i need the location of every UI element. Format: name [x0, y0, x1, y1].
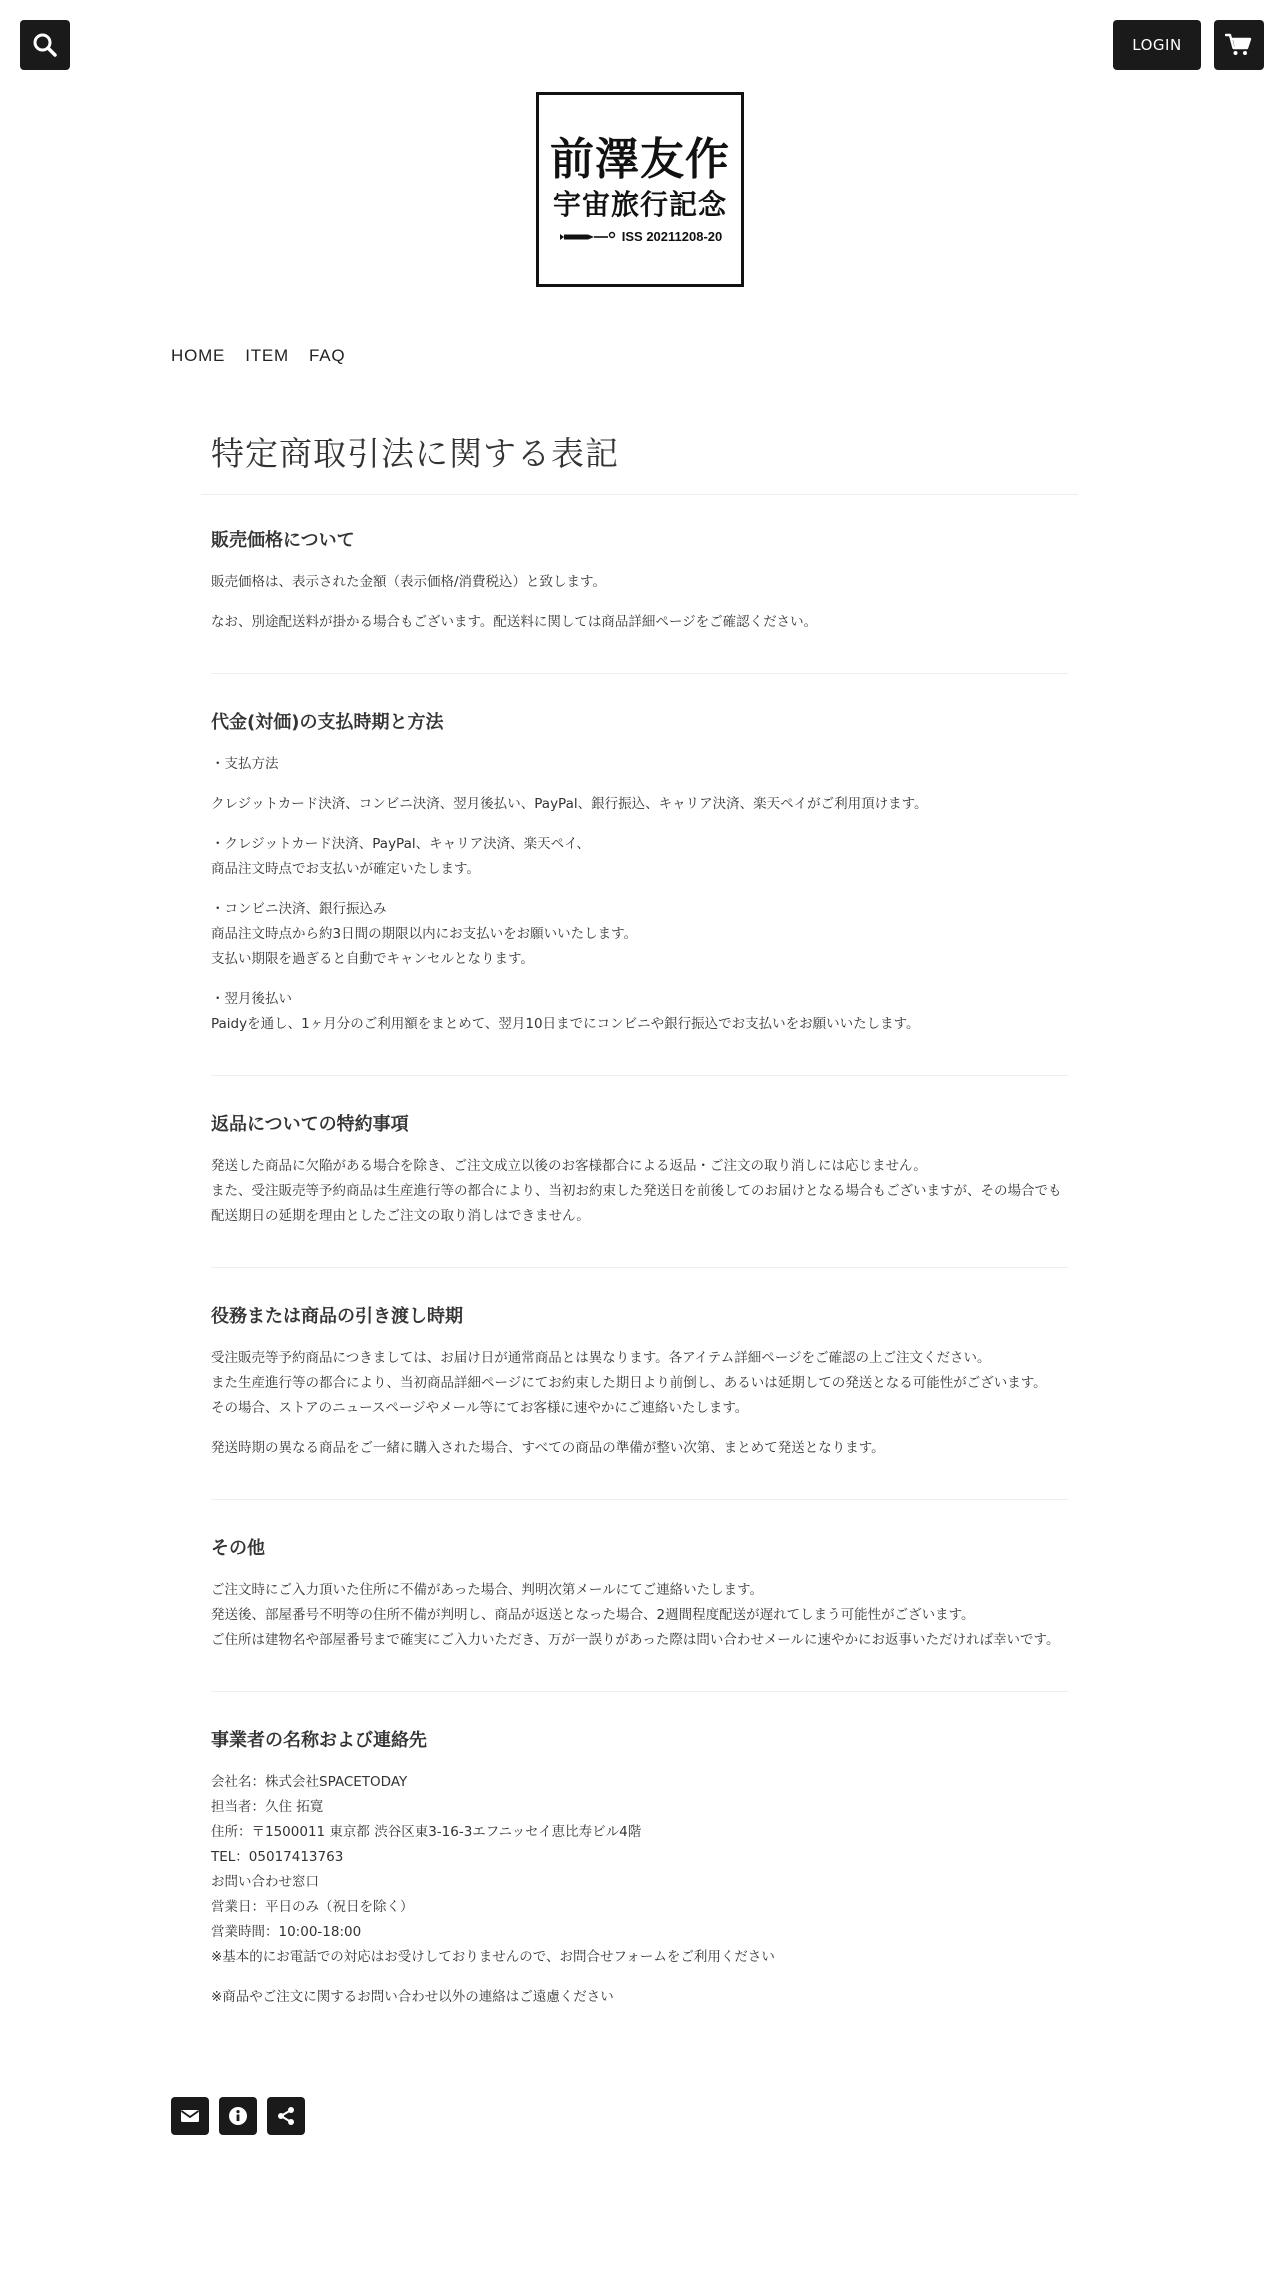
- page-title: 特定商取引法に関する表記: [211, 434, 619, 473]
- section-text: ※商品やご注文に関するお問い合わせ以外の連絡はご遠慮ください: [211, 1989, 614, 2005]
- search-icon: [32, 32, 58, 58]
- section-text: 会社名：株式会社SPACETODAY 担当者：久住 拓寛 住所：〒1500011 東京都 渋谷区東3-16-3エフニッセイ恵比寿ビル4階 TEL：05017413763 お問い合わせ窓口 営業日：平日のみ（祝日を除く） 営業時間：10:00-18:00 ※基本的にお電話での対応はお受けしておりませんので、お問合せフォームをご利用ください: [211, 1774, 775, 1965]
- share-icon: [276, 2106, 296, 2126]
- section-text: 発送時期の異なる商品をご一緒に購入された場合、すべての商品の準備が整い次第、まとめて発送となります。: [211, 1440, 885, 1456]
- search-button[interactable]: [20, 20, 70, 70]
- section-text: ・支払方法: [211, 756, 279, 772]
- nav-item[interactable]: ITEM: [245, 346, 290, 365]
- title-divider: [201, 494, 1078, 495]
- rocket-icon: [558, 230, 616, 244]
- section-contact: [211, 1691, 1068, 2048]
- section-payment: [211, 673, 1068, 1075]
- legal-content: [211, 528, 1068, 2048]
- logo-mission-code: ISS 20211208-20: [621, 229, 723, 245]
- section-heading: 役務または商品の引き渡し時期: [211, 1306, 463, 1327]
- section-returns: [211, 1075, 1068, 1267]
- cart-button[interactable]: [1214, 20, 1264, 70]
- logo-line-1: 前澤友作: [550, 133, 730, 185]
- section-text: ・クレジットカード決済、PayPal、キャリア決済、楽天ペイ、 商品注文時点でお支払いが確定いたします。: [211, 836, 590, 877]
- share-button[interactable]: [267, 2097, 305, 2135]
- section-delivery: [211, 1267, 1068, 1499]
- section-heading: その他: [211, 1538, 265, 1559]
- logo-line-3: [558, 229, 722, 244]
- section-heading: 事業者の名称および連絡先: [211, 1730, 427, 1751]
- section-text: 販売価格は、表示された金額（表示価格/消費税込）と致します。: [211, 574, 606, 590]
- section-text: ・翌月後払い Paidyを通し、1ヶ月分のご利用額をまとめて、翌月10日までにコンビニや銀行振込でお支払いをお願いいたします。: [211, 991, 920, 1032]
- global-nav: [171, 346, 365, 366]
- section-text: ・コンビニ決済、銀行振込み 商品注文時点から約3日間の期限以内にお支払いをお願いいたします。 支払い期限を過ぎると自動でキャンセルとなります。: [211, 901, 638, 967]
- section-heading: 代金(対価)の支払時期と方法: [211, 712, 444, 733]
- section-other: [211, 1499, 1068, 1691]
- nav-home[interactable]: HOME: [171, 346, 226, 365]
- section-text: なお、別途配送料が掛かる場合もございます。配送料に関しては商品詳細ページをご確認ください。: [211, 614, 818, 630]
- store-logo[interactable]: [536, 92, 744, 287]
- login-button[interactable]: LOGIN: [1113, 20, 1201, 70]
- info-button[interactable]: [219, 2097, 257, 2135]
- logo-line-2: 宇宙旅行記念: [552, 188, 727, 222]
- footer-icons: [171, 2097, 315, 2135]
- section-heading: 販売価格について: [211, 530, 355, 551]
- nav-faq[interactable]: FAQ: [309, 346, 346, 365]
- section-price: [211, 528, 1068, 673]
- section-heading: 返品についての特約事項: [211, 1114, 409, 1135]
- info-icon: [228, 2106, 248, 2126]
- cart-icon: [1225, 33, 1253, 57]
- section-text: クレジットカード決済、コンビニ決済、翌月後払い、PayPal、銀行振込、キャリア決済、楽天ペイがご利用頂けます。: [211, 796, 928, 812]
- section-text: 受注販売等予約商品につきましては、お届け日が通常商品とは異なります。各アイテム詳細ページをご確認の上ご注文ください。 また生産進行等の都合により、当初商品詳細ページにてお約束した期日より前倒し、あるいは延期しての発送となる可能性がございます。 その場合、ストアのニュースページやメール等にてお客様に速やかにご連絡いたします。: [211, 1350, 1047, 1416]
- section-text: ご注文時にご入力頂いた住所に不備があった場合、判明次第メールにてご連絡いたします。 発送後、部屋番号不明等の住所不備が判明し、商品が返送となった場合、2週間程度配送が遅れてしまう可能性がございます。 ご住所は建物名や部屋番号まで確実にご入力いただき、万が一誤りがあった際は問い合わせメールに速やかにお返事いただければ幸いです。: [211, 1582, 1060, 1648]
- section-text: 発送した商品に欠陥がある場合を除き、ご注文成立以後のお客様都合による返品・ご注文の取り消しには応じません。 また、受注販売等予約商品は生産進行等の都合により、当初お約束した発送日を前後してのお届けとなる場合もございますが、その場合でも配送期日の延期を理由としたご注文の取り消しはできません。: [211, 1158, 1062, 1224]
- mail-icon: [180, 2108, 200, 2124]
- contact-mail-button[interactable]: [171, 2097, 209, 2135]
